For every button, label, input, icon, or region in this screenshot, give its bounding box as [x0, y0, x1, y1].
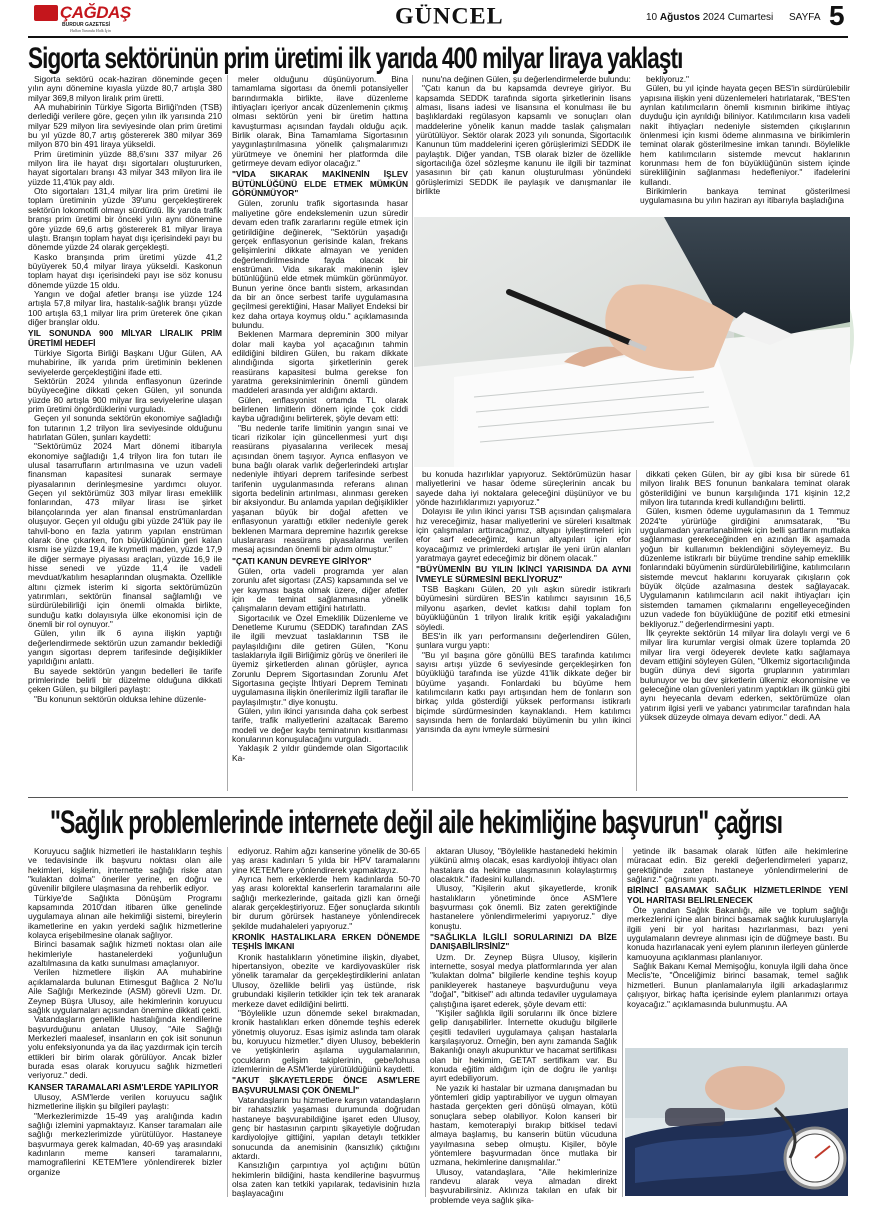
paragraph: "Çatı kanun da bu kapsamda devreye giriyor. Bu kapsamda SEDDK tarafında sigorta şirketlerinin lisans alması, lisans iadesi ve lisansına el konulması ile bu başlıklardaki regülasyon kapsamlı ve sonuçları olan maddelerine yönelik kanun madde taslak çalışmaları yürütülüyor. Sektör olarak 2023 yılı sonunda, Sigortacılık Kanunun tüm maddelerini içeren görüşlerimizi SEDDK ile paylaştık. Diğer yandan, TSB olarak bizler de özellikle sigortacılığa özel sözleşme kanunu ile ilgili bir tazminat yasasının bir çatı kanun oluşturulması yönündeki görüşlerimizi SEDDK ile paylaşık ve danışmanlar ile birlikte [416, 83, 631, 197]
subheading: "ÇATI KANUN DEVREYE GİRİYOR" [232, 555, 372, 566]
paragraph: Kasko branşında prim üretimi yüzde 41,2 büyüyerek 50,4 milyar liraya yükseldi. Kaskonun toplam hayat dışı içerisindeki payı ise söz konusu dönemde yüzde 15 oldu. [28, 251, 222, 290]
paragraph: "Böylelikle uzun dönemde sekel bırakmadan, kronik hastalıkları erken dönemde teşhis ederek yönetmiş oluyoruz. Esas işimiz aslında tam olarak bu, koruyucu hizmetler." diyen Ulusoy, bebeklerin ve yetişkinlerin aşılama uygulamalarının, çocukların gelişim takiplerinin, gebe/lohusa izlemlerinin de ASM'lerde yürütüldüğünü kaydetti. [232, 1007, 420, 1074]
paragraph: Beklenen Marmara depreminin 300 milyar dolar mali kayba yol açacağının tahmin edildiğini bildiren Gülen, bu rakam dikkate alındığında sigorta şirketlerinin gerek reasürans kapasitesi bulma gerekse fon yaratma gereksinimlerinin önemli gündem maddeleri arasında yer aldığını aktardı. [232, 329, 408, 396]
paragraph: Verilen hizmetlere ilişkin AA muhabirine açıklamalarda bulunan Etimesgut Bağlıca 2 No'lu Aile Sağlığı Merkezinde (ASM) görevli Uzm. Dr. Zeynep Büşra Ulusoy, aile hekimlerinin koruyucu sağlık uygulamaları açısından önemine dikkati çekti. [28, 967, 222, 1015]
article1-column-1 [28, 75, 222, 791]
paragraph: Ulusoy, "Kişilerin akut şikayetlerde, kronik hastalıkların yönetiminde önce ASM'lere başvurması çok önemli. Biz zaten gerektiğinde hastanelere yönlendirmelerimi yapıyoruz." diye konuştu. [430, 883, 617, 931]
article1-headline: Sigorta sektörünün prim üretimi ilk yarıda 400 milyar liraya yaklaştı [28, 42, 683, 75]
paragraph: BES'in ilk yarı performansını değerlendiren Gülen, şunlara vurgu yaptı: [416, 630, 631, 651]
subheading: "VİDA SIKARAK MAKİNENİN İŞLEV BÜTÜNLÜĞÜNÜ ELDE ETMEK MÜMKÜN GÖRÜNMÜYOR" [232, 169, 408, 199]
paragraph: TSB Başkanı Gülen, 20 yılı aşkın süredir istikrarlı büyümesini sürdüren BES'in katılımcı sayısının 16,5 milyonu aşarken, devlet katkısı dahil toplam fon büyüklüğünün 1 trilyon liralık kritik eşiği yakaladığını söyledi. [416, 584, 631, 632]
paragraph: Dolayısı ile yılın ikinci yarısı TSB açısından çalışmalara hız vereceğimiz, hasar maliyetlerini ve süreleri kısaltmak için çalışmaları arttıracağımız, altyapı iyileştirmeleri için efor sarf edeceğimiz, kanun altyapıları için efor koyacağımız ve primlerdeki artışlar ile yeni ürün alanları yaratmaya gayret edeceğimiz bir dönem olacak." [416, 506, 631, 564]
subheading: YIL SONUNDA 900 MİLYAR LİRALIK PRİM ÜRETİMİ HEDEFİ [28, 328, 222, 348]
page-number: 5 [829, 0, 845, 31]
paragraph: Vatandaşların bu hizmetlere karşın vatandaşların bir rahatsızlık yaşaması durumunda doğrudan hastaneye başvurabildiğine işaret eden Ulusoy, genç bir hastasının çarpıntı şikayetiyle doğrudan kardiyolojiye gittiğini, yapılan detaylı tetkikler sonucunda da anemisinin (kansızlık) çıktığını aktardı. [232, 1094, 420, 1161]
subheading: "BÜYÜMENİN BU YILIN İKİNCİ YARISINDA DA AYNI İVMEYLE SÜRMESİNİ BEKLİYORUZ" [416, 564, 631, 584]
article2-column-2 [232, 847, 420, 1197]
blood-pressure-photo [625, 1048, 848, 1196]
paragraph: "Bu nedenle tarife limitinin yangın sınai ve ticari rizikolar için güncellenmesi yurt dışı reasürans piyasalarına verilecek mesaj açısından önem taşıyor. Ayrıca enflasyon ve buna bağlı olarak varlık değerlerindeki artışlar nedeniyle ihtiyari deprem tarifesinde serbest tarifenin uygulanmasında referans alınan sigorta bedelinin artırılması, alınması gereken bir aksiyondur. Bu anlamda yapılan değişiklikler yaşanan büyük bir doğal afetten ve enflasyonun yarattığı etkiler nedeniyle gerek beklenen Marmara depremine hazırlık gerekse uluslararası reasürans piyasalarına verilen mesaj açısından önemli bir adım olmuştur." [232, 422, 408, 555]
section-title: GÜNCEL [395, 4, 504, 30]
paragraph: Yaklaşık 2 yıldır gündemde olan Sigortacılık Ka- [232, 743, 408, 763]
article1-column-2 [232, 75, 408, 791]
article1-column-3-bottom [416, 470, 631, 791]
article2-column-1 [28, 847, 222, 1197]
paragraph: AA muhabirinin Türkiye Sigorta Birliği'nden (TSB) derlediği verilere göre, geçen yılın ilk yarısında 210 milyar 529 milyon lira seviyesinde olan prim üretimi bu yıl yüzde 80,7 artış göstererek 380 milyar 369 milyon 870 bin 491 liraya yükseldi. [28, 102, 222, 150]
paragraph: Gülen, orta vadeli programda yer alan zorunlu afet sigortası (ZAS) kapsamında sel ve yer kayması başta olmak üzere, diğer afetler için de teminat sağlanmasına yönelik çalışmaların devam ettiğini hatırlattı. [232, 565, 408, 614]
paragraph: Ayrıca hem erkeklerde hem kadınlarda 50-70 yaş arası kolorektal kanserlerin taramalarını aile sağlığı merkezlerinde, gaitada gizli kan örneği alarak gerçekleştiriyoruz. Eğer sonuçlarda sıkıntılı bir durum görürsek hastaneye yönlendirecek şekilde mudahaleleri yapıyoruz." [232, 874, 420, 931]
article1-column-4-bottom [640, 470, 850, 791]
flag-icon [34, 5, 58, 21]
paragraph: Öte yandan Sağlık Bakanlığı, aile ve toplum sağlığı merkezlerini içine alan birinci basamak sağlık kuruluşlarıyla ilgili yeni bir yol haritası hazırlanması, bazı yeni uygulamaların devreye alınması için de düğmeye bastı. Bu konuda hazırlanacak yeni eylem planının ilerleyen günlerde kamuoyuna açıklanması planlanıyor. [627, 905, 848, 962]
article2-column-3 [430, 846, 617, 1205]
paragraph: bekliyoruz." [646, 74, 690, 84]
paragraph: Uzm. Dr. Zeynep Büşra Ulusoy, kişilerin internette, sosyal medya platformlarında yer alan "kulaktan dolma" bilgilerle kendine teşhis koyup panikleyerek hastaneye başvurduğunu veya "doğal", "bitkisel" adı altında tedaviler uygulamaya çalıştığına işaret ederek, şöyle devam etti: [430, 951, 617, 1009]
signing-document-photo [414, 217, 850, 467]
paragraph: nunu'na değinen Gülen, şu değerlendirmelerde bulundu: [422, 74, 631, 84]
article1-column-4-top [640, 75, 850, 215]
article-separator [28, 797, 848, 798]
paragraph: Birikimlerin bankaya teminat gösterilmesi uygulamasına bu yılın haziran ayı itibarıyla başladığına [640, 186, 850, 206]
paragraph: Türkiye Sigorta Birliği Başkanı Uğur Gülen, AA muhabirine, ilk yarıda prim üretiminin beklenen seviyelerde gerçekleştiğini ifade etti. [28, 347, 222, 377]
paragraph: "Kişiler sağlıkla ilgili sorularını ilk önce bizlere gelip danışabilirler. İnternette okuduğu bilgilerle çeşitli tedavileri uygulamaya çalışan hastalarla karşılaşıyoruz. Örneğin, ben aynı zamanda Sağlık Bakanlığı onaylı akupunktur ve hacamat sertifikası olan bir hekimim, GETAT sertifikam var. Bu konuda eğitim aldığım için de doğru ile yanlışı ayırt edebiliyorum. [430, 1007, 617, 1084]
column-divider [636, 470, 637, 791]
date-month: Ağustos [659, 12, 700, 23]
date-day: 10 [646, 12, 658, 23]
paragraph: "Merkezlerimizde 15-49 yaş aralığında kadın sağlığı izlemini yapmaktayız. Kanser taramaları aile sağlığı merkezlerimizde yürütülüyor. Hastaneye başvurmaya gerek kalmadan, 40-69 yaş arasındaki kadınların meme kanseri taramalarını, mamografilerini KETEM'lere yönlendirerek bizler organize [28, 1110, 222, 1177]
paragraph: Sağlık Bakanı Kemal Memişoğlu, konuyla ilgili daha önce Meclis'te, "Önceliğimiz birinci basamak, temel sağlık hizmetleri. Bunun planlamalarıyla ilgili arkadaşlarımız çalışıyor, birkaç hafta içerisinde eylem planlarımızı ortaya koyacağız." açıklamasında bulunmuştu. AA [627, 961, 848, 1009]
paragraph: Bu sayede sektörün yangın bedelleri ile tarife primlerinde belirli bir düzelme olduğuna dikkati çeken Gülen, şu bilgileri paylaştı: [28, 665, 222, 695]
paragraph: Kronik hastalıkların yönetimine ilişkin, diyabet, hipertansiyon, obezite ve kardiyovasküler risk yönelik taramalar da gerçekleştirdiklerini anlatan Ulusoy, özellikle belirli yaş üstünde, risk grubundaki kişilerin tetkikler için tek tek aranarak merkeze davet edildiğini belirtti. [232, 951, 420, 1009]
subheading: "SAĞLIKLA İLGİLİ SORULARINIZI DA BİZE DANIŞABİLİRSİNİZ" [430, 932, 617, 952]
paragraph: "Sektörümüz 2024 Mart dönemi itibarıyla ekonomiye sağladığı 1,4 trilyon lira fon tutarı ile ulusal tasarrufların artırılmasına ve uzun vadeli finansman kapasitesi sunarak sermaye piyasalarının derinleşmesine yardımcı oluyor. Geçen yıl sektörümüz 303 milyar lirası emeklilik fonlarından, 473 milyar lirası ise şirket bilançolarında yer alan finansal enstrümanlardan oluşuyor. Geçen yıl olduğu gibi yüzde 24'lük pay ile tahvil-bono en fazla yatırım yapılan enstrüman olarak öne çıkarken, fon büyüklüğünün geri kalan kısmı ise yüzde 19,4 ile kıymetli maden, yüzde 17,9 ile diğer sermaye piyasası araçları, yüzde 16,9 ile hisse senedi ve yüzde 11,4 ile vadeli mevduat/katılım hesaplarından oluşmakta. Özellikle altını çizmek isterim ki sigorta sektörümüzün yatırımları, sektörün finansal sağlamlığı ve sürdürülebilirliği için önemli olmakla birlikte, sunduğu katkı dolayısıyla ülke ekonomisi için de önemli bir rol oynuyor." [28, 441, 222, 629]
paragraph: Gülen, enflasyonist ortamda TL olarak belirlenen limitlerin dönem içinde çok ciddi kayba uğradığını belirterek, şöyle devam etti: [232, 394, 408, 424]
paragraph: Sigortacılık ve Özel Emeklilik Düzenleme ve Denetleme Kurumu (SEDDK) tarafından ZAS ile ilgili mevzuat taslaklarının TSB ile paylaşıldığını dile getiren Gülen, "Konu taslaklarıyla ilgili Birliğimiz görüş ve önerileri ile üyemiz şirketlerden alınan görüşler, ayrıca Zorunlu Deprem Sigortasından Zorunlu Afet Sigortasına geçişte İhtiyari Deprem Teminatı uygulamasına ilişkin önerilerimiz ilgili taraflar ile paylaşılmıştır." diye konuştu. [232, 612, 408, 707]
subheading: KANSER TARAMALARI ASM'LERDE YAPILIYOR [28, 1081, 219, 1092]
paragraph: Ne yazık ki hastalar bir uzmana danışmadan bu yöntemleri gidip yaptırabiliyor ve uygun olmayan hastada gerçekten geri dönüşü olmayan, kötü sonuçlara sebep olabiliyor. Kolon kanseri bir hastam, kemoterapiyi bırakıp bitkisel tedavi almaya başlamış, bu kanserin bütün vücuduna yayılmasına sebep olmuştu. Kişiler, böyle yöntemlere başvurmadan önce mutlaka bir uzmana, hekimlerine danışmalılar." [430, 1082, 617, 1168]
paragraph: Ulusoy, vatandaşlara, "Aile hekimlerinize randevu alarak veya almadan direkt başvurabilirsiniz. Aklınıza takılan en ufak bir problemde veya sağlık şika- [430, 1166, 617, 1205]
paragraph: İlk çeyrekte sektörün 14 milyar lira dolaylı vergi ve 6 milyar lira kurumlar vergisi olmak üzere toplamda 20 milyar lira vergi ödeyerek devlete katkı sağlamaya devam ettiğini söyleyen Gülen, "Ülkemiz sigortacılığında bugün dünya devi sigorta gruplarının yatırımları bulunuyor ve bu dev şirketlerin ülkemiz ekonomisine ve geleceğine olan güvenleri yatırım yaptıkları ilk günkü gibi aynı heyecanla devam ederken, sektörümüze olan yatırım ilgisi yerli ve yabancı yatırımcılar tarafından hala yüksek düzeyde olmaya devam ediyor." dedi. AA [640, 627, 850, 722]
paragraph: Gülen, bu yıl içinde hayata geçen BES'in sürdürülebilir yapısına ilişkin yeni düzenlemeleri hatırlatarak, "BES'ten ayrılan katılımcıların önemli kısmının birikime ihtiyaç duyduğu için ayrıldığı biliniyor. Katılımcıların kısa vadeli nakit ihtiyaçları nedeniyle sistemden çıkışlarının önlenmesi için kısmi ödeme alınmasına ve birikimlerin teminat olarak gösterilmesine imkan tanındı. Böylelikle hem katılımcıların sistemde mevcut haklarının korunması hem de fon büyüklüğünün sistem içinde sürekliliğinin sağlanması hedefleniyor." ifadelerini kullandı. [640, 83, 850, 187]
paragraph: meler olduğunu düşünüyorum. Bina tamamlama sigortası da önemli potansiyeller barındırmakla birlikte, ilave düzenleme ihtiyaçları içeriyor ancak düzenlemenin çıkmış olması sektörün yeni bir üretim hattına kavuşturması açısından faydalı olduğu açık. Birlik olarak, Bina Tamamlama Sigortasının yaygınlaştırılmasına yönelik çalışmalarımızı yürütmeye ve önemini her platformda dile getirmeye devam ediyor olacağız." [232, 74, 408, 169]
paragraph: Prim üretiminin yüzde 88,6'sını 337 milyar 26 milyon lira ile hayat dışı sigortaları oluştururken, hayat sigortaları branşı 43 milyar 343 milyon lira ile yüzde 11,4'lük pay aldı. [28, 148, 222, 187]
paragraph: Yangın ve doğal afetler branşı ise yüzde 124 artışla 57,8 milyar lira, hastalık-sağlık branşı yüzde 100 artışla 63,1 milyar lira prim üreterek öne çıkan diğer branşlar oldu. [28, 288, 222, 327]
paragraph: Gülen, kısmen ödeme uygulamasının da 1 Temmuz 2024'te yürürlüğe girdiğini anımsatarak, "Bu uygulamadan yararlanabilmek için belli şartların mutlaka sağlanması gerekeceğinden en azından ilk aşamada yoğun bir kullanımın beklendiğini söyleyemeyiz. Bu düzenleme istikrarlı bir büyüme trendine sahip emeklilik fonlarındaki büyümenin sürdürülebilirliğine, katılımcıların sistemde mevcut haklarını koruyarak çıkışların çok büyük ölçüde azalmasına destek sağlayacak. Uygulamanın katılımcıların acil nakit ihtiyaçları için sistemden tamamen çıkmalarını engelleyeceğinden uzun vadede fon büyüklüğüne de pozitif etki etmesini bekliyoruz." değerlendirmesini yaptı. [640, 506, 850, 629]
paragraph: Türkiye'de Sağlıkta Dönüşüm Programı kapsamında 2010'dan itibaren ülke genelinde uygulamaya alınan aile hekimliği sistemi, bireylerin ikametlerine en yakın yerdeki sağlık hizmetlerine kolayca erişebilmesine olanak sağlıyor. [28, 892, 222, 941]
paragraph: aktaran Ulusoy, "Böylelikle hastanedeki hekimin yükünü almış olacak, esas kardiyoloji ihtiyacı olan hastalara da hekime ulaşmasının kolaylaştırmış olacaktık." ifadesini kullandı. [430, 846, 617, 885]
paragraph: Kansızlığın çarpıntıya yol açtığını bütün hekimlerin bildiğini, hasta kendilerine başvurmuş olsa zaten kan tetkiki yapılarak, tedavisinin hızla başlayacağını [232, 1160, 420, 1199]
header-rule [28, 36, 848, 38]
paragraph: Ulusoy, ASM'lerde verilen koruyucu sağlık hizmetlerine ilişkin şu bilgileri paylaştı: [28, 1091, 222, 1112]
column-divider [227, 75, 228, 791]
paragraph: Birinci basamak sağlık hizmeti noktası olan aile hekimleriyle hastanelerdeki yoğunluğun azaltılmasına da katkı sunulması amaçlanıyor. [28, 939, 222, 969]
column-divider [227, 847, 228, 1197]
article1-column-3-top [416, 75, 631, 215]
paragraph: "Bu konunun sektörün olduksa lehine düzenle- [34, 693, 207, 704]
paragraph: dikkati çeken Gülen, bir ay gibi kısa bir sürede 61 milyon liralık BES fonunun bankalara teminat olarak gösterildiğini ve bunun karşılığında 171 kişinin 12,2 milyon lira tutarında kredi kullandığını belirtti. [640, 469, 850, 508]
paragraph: bu konuda hazırlıklar yapıyoruz. Sektörümüzün hasar maliyetlerini ve hasar ödeme süreçlerinin ancak bu sayede daha iyi noktalara geleceğini düşünüyor ve bu yönde hazırlıklarımızı yapıyoruz." [416, 469, 631, 508]
paragraph: Vatandaşların genellikle hastalığında kendilerine başvurduğunu anlatan Ulusoy, "Aile Sağlığı Merkezleri maalesef, insanların en çok isit sonunun yolu enfeksiyonunda ya da ilaç yazdırmak için tercih ettikleri bir birim olarak görülüyor. Ancak bizler burada esas olarak koruyucu sağlık hizmetleri veriyoruz." dedi. [28, 1014, 222, 1081]
paragraph: Koruyucu sağlık hizmetleri ile hastalıkların teşhis ve tedavisinde ilk başvuru noktası olan aile hekimleri, kişilerin, internette sağlığı riske atan "kulaktan dolma" öneriler yerine, en doğru ve güvenilir bilgilere ulaşmasına da rehberlik ediyor. [28, 846, 222, 894]
sphygmomanometer-image [625, 1048, 848, 1196]
paragraph: Gülen, yılın ilk 6 ayına ilişkin yaptığı değerlendirmede sektörün uzun zamandır beklediği yangın sigortası deprem tarifesinde değişiklikler yapıldığını anlattı. [28, 628, 222, 667]
subheading: "AKUT ŞİKAYETLERDE ÖNCE ASM'LERE BAŞVURULMASI ÇOK ÖNEMLİ" [232, 1075, 420, 1095]
paragraph: Sektörün 2024 yılında enflasyonun üzerinde büyüyeceğine dikkati çeken Gülen, yıl sonunda yüzde 80 artışla 900 milyar lira seviyelerine ulaşan prim üretimi öngördüklerini vurguladı. [28, 376, 222, 415]
brand-subtitle: BURDUR GAZETESİ [62, 22, 111, 28]
paragraph: Gülen, zorunlu trafik sigortasında hasar maliyetine göre endekslemenin uzun süredir devam eden trafik zararlarını regüle etmek için getirildiğine değinerek, "Sektörün yaşadığı gerçek enflasyonun gerisinde kalan, frekans gelişimlerini dikkate almayan ve yeniden değerlendirilmesinde fayda olacak bir enstrüman. Vida sıkarak makinenin işlev bütünlüğünü elde etmek mümkün görünmüyor. Bunun yerine önce bantlı sistem, arkasından da bir an önce serbest tarife uygulamasına geçilmesi gerektiğini, Hasar Maliyet Endeksi bir kez daha ortaya koymuş oldu." açıklamasında bulundu. [232, 198, 408, 330]
paragraph: ediyoruz. Rahim ağzı kanserine yönelik de 30-65 yaş arası kadınları 5 yılda bir HPV taramalarını yine KETEM'lere yönlendirerek yapmaktayız. [232, 846, 420, 875]
article2-column-4 [627, 847, 848, 1045]
paragraph: yetinde ilk basamak olarak lütfen aile hekimlerine müracaat edin. Biz gerekli değerlendirmeleri yaparız, gerektiğinde zaten hastaneye yönlendirmelerini de sağlarız." çağrısını yaptı. [627, 846, 848, 885]
column-divider [412, 75, 413, 791]
paragraph: Geçen yıl sonunda sektörün ekonomiye sağladığı fon tutarının 1,2 trilyon lira seviyesinde olduğunu hatırlatan Gülen, şunları kaydetti: [28, 413, 222, 443]
brand-slogan: Halkın Yanında Halk İçin [70, 28, 111, 33]
paragraph: Oto sigortaları 131,4 milyar lira prim üretimi ile toplam üretiminin yüzde 39'unu gerçekleştirerek sektörün lokomotifi olmayı sürdürdü. İlk yarıda trafik branşı prim üretimi bir önceki yılın aynı dönemine göre yüzde 69,6 artış göstererek 81 milyar liraya ulaştı. Branşın toplam hayat dışı içerisindeki payı bu dönemde yüzde 24 olarak gerçekleşti. [28, 186, 222, 253]
pen-signing-image [414, 217, 850, 467]
dateline [646, 12, 773, 23]
paragraph: Gülen, yılın ikinci yarısında daha çok serbest tarife, trafik maliyetlerini azaltacak Baremo modeli ve değer kaybı teminatının kısıtlanması konularının konuşulacağını vurguladı. [232, 706, 408, 745]
article2-headline: "Sağlık problemlerinde internete değil aile hekimliğine başvurun" çağrısı [50, 804, 783, 840]
column-divider [425, 847, 426, 1197]
paragraph: "Bu yıl başına göre gönüllü BES tarafında katılımcı sayısı artışı yüzde 6 seviyesinde gerçekleşirken fon büyüklüğü tarafında ise yüzde 41'lik dikkate değer bir büyüme yaşandı. Fonlardaki bu büyüme hem katılımcıların katkı payı artışından hem de fonların son birkaç yılda gösterdiği yüksek performansı istikrarlı biçimde sürdürmesinden kaynaklandı. Hem katılımcı sayısında hem de fonlardaki büyümenin bu yılın ikinci yarısında da aynı ivmeyle sürmesini [416, 649, 631, 735]
column-divider [622, 847, 623, 1197]
paragraph: Sigorta sektörü ocak-haziran döneminde geçen yılın aynı dönemine kıyasla yüzde 80,7 artışla 380 milyar 369,8 milyon liralık prim üretti. [28, 74, 222, 103]
subheading: KRONİK HASTALIKLARA ERKEN DÖNEMDE TEŞHİS İMKANI [232, 932, 420, 952]
brand-name: ÇAĞDAŞ [60, 3, 131, 22]
masthead-logo [34, 3, 144, 33]
page-label: SAYFA [789, 12, 821, 23]
date-rest: 2024 Cumartesi [702, 12, 774, 23]
subheading: BİRİNCİ BASAMAK SAĞLIK HİZMETLERİNDE YENİ YOL HARİTASI BELİRLENECEK [627, 885, 848, 905]
